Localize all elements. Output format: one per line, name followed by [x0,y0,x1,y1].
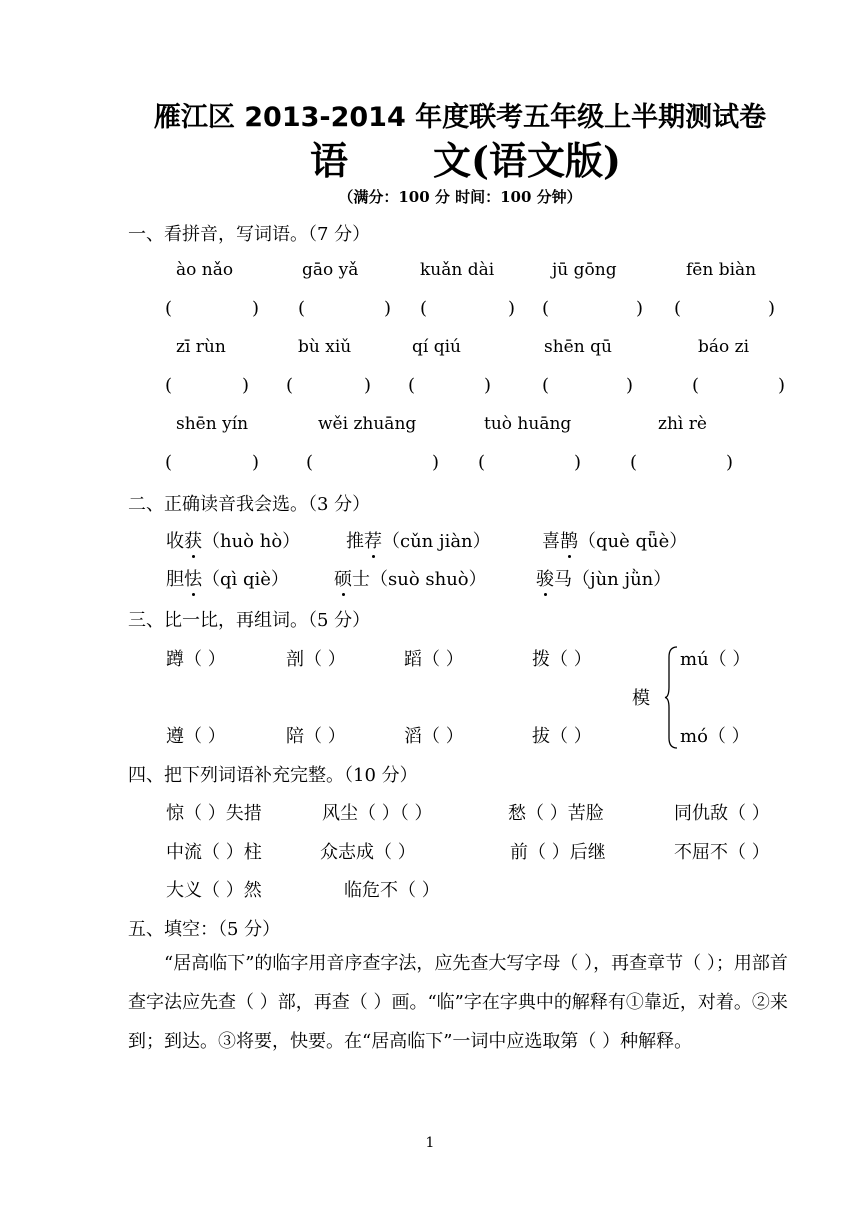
idiom-blank[interactable]: 前（ ）后继 [510,842,606,863]
answer-blank[interactable]: ) [252,298,260,319]
answer-blank[interactable]: ) [364,375,372,396]
idiom-blank[interactable]: 众志成（ ） [320,842,416,863]
idiom-blank[interactable]: 同仇敌（ ） [674,803,770,824]
answer-blank[interactable]: ( [692,375,700,396]
pinyin: qí qiú [412,337,461,357]
exam-title: 雁江区 2013-2014 年度联考五年级上半期测试卷 [153,102,767,133]
pinyin: jū gōng [552,260,617,280]
answer-blank[interactable]: ( [542,298,550,319]
polyphone-top[interactable]: mú（ ） [680,649,751,670]
pinyin: tuò huāng [484,414,572,434]
pinyin: bù xiǔ [298,337,352,357]
score-time: （满分：100 分 时间：100 分钟） [338,188,582,206]
answer-blank[interactable]: ( [165,298,173,319]
q4-heading: 四、把下列词语补充完整。（10 分） [128,765,418,786]
answer-blank[interactable]: ) [432,452,440,473]
compare-word[interactable]: 蹈（ ） [404,649,464,670]
q5-paragraph: “居高临下”的临字用音序查字法，应先查大写字母（ ），再查章节（ ）；用部首查字法应先查（ ）部，再查（ ）画。“临”字在字典中的解释有①靠近，对着。②来到；到达。③将要，快要。在“居高临下”一词中应选取第（ ）种解释。 [128,953,788,1052]
idiom-blank[interactable]: 风尘（ ）（ ） [322,803,433,824]
polyphone-char: 模 [632,688,650,709]
polyphone-bottom[interactable]: mó（ ） [680,726,750,747]
reading-choice[interactable]: 喜鹊（què qǖè） [542,531,688,552]
subject-title: 语 文(语文版) [310,138,621,183]
answer-blank[interactable]: ( [298,298,306,319]
idiom-blank[interactable]: 临危不（ ） [344,880,440,901]
compare-word[interactable]: 陪（ ） [286,726,346,747]
answer-blank[interactable]: ) [768,298,776,319]
compare-word[interactable]: 拔（ ） [532,726,592,747]
answer-blank[interactable]: ) [726,452,734,473]
answer-blank[interactable]: ) [574,452,582,473]
answer-blank[interactable]: ( [165,452,173,473]
answer-blank[interactable]: ( [420,298,428,319]
pinyin: ào nǎo [176,260,234,280]
idiom-blank[interactable]: 中流（ ）柱 [166,842,262,863]
pinyin: kuǎn dài [420,260,495,280]
q3-heading: 三、比一比，再组词。（5 分） [128,610,371,631]
answer-blank[interactable]: ) [626,375,634,396]
reading-choice[interactable]: 收获（huò hò） [166,531,301,552]
compare-word[interactable]: 蹲（ ） [166,649,226,670]
pinyin: zhì rè [658,414,707,434]
q5-heading: 五、填空：（5 分） [128,919,281,940]
idiom-blank[interactable]: 愁（ ）苦脸 [508,803,604,824]
answer-blank[interactable]: ) [508,298,516,319]
compare-word[interactable]: 拨（ ） [532,649,592,670]
answer-blank[interactable]: ( [542,375,550,396]
pinyin: shēn yín [176,414,249,434]
answer-blank[interactable]: ( [674,298,682,319]
compare-word[interactable]: 滔（ ） [404,726,464,747]
answer-blank[interactable]: ( [286,375,294,396]
compare-word[interactable]: 剖（ ） [286,649,346,670]
answer-blank[interactable]: ( [408,375,416,396]
idiom-blank[interactable]: 大义（ ）然 [166,880,262,901]
answer-blank[interactable]: ( [630,452,638,473]
answer-blank[interactable]: ) [242,375,250,396]
pinyin: wěi zhuāng [318,414,417,434]
idiom-blank[interactable]: 惊（ ）失措 [166,803,262,824]
pinyin: shēn qū [544,337,612,357]
q2-heading: 二、正确读音我会选。（3 分） [128,494,371,515]
idiom-blank[interactable]: 不屈不（ ） [674,842,770,863]
answer-blank[interactable]: ( [478,452,486,473]
pinyin: fēn biàn [686,260,757,280]
answer-blank[interactable]: ) [636,298,644,319]
reading-choice[interactable]: 胆怯（qì qiè） [166,569,289,590]
pinyin: gāo yǎ [302,260,359,280]
answer-blank[interactable]: ( [165,375,173,396]
reading-choice[interactable]: 骏马（jùn jǜn） [536,569,672,590]
reading-choice[interactable]: 推荐（cǔn jiàn） [346,531,491,552]
answer-blank[interactable]: ( [306,452,314,473]
brace-icon [664,645,678,750]
answer-blank[interactable]: ) [384,298,392,319]
answer-blank[interactable]: ) [778,375,786,396]
pinyin: báo zi [698,337,750,357]
answer-blank[interactable]: ) [484,375,492,396]
page-number: 1 [425,1135,435,1151]
pinyin: zī rùn [176,337,226,357]
compare-word[interactable]: 遵（ ） [166,726,226,747]
reading-choice[interactable]: 硕士（suò shuò） [334,569,487,590]
answer-blank[interactable]: ) [252,452,260,473]
q1-heading: 一、看拼音，写词语。（7 分） [128,224,371,245]
